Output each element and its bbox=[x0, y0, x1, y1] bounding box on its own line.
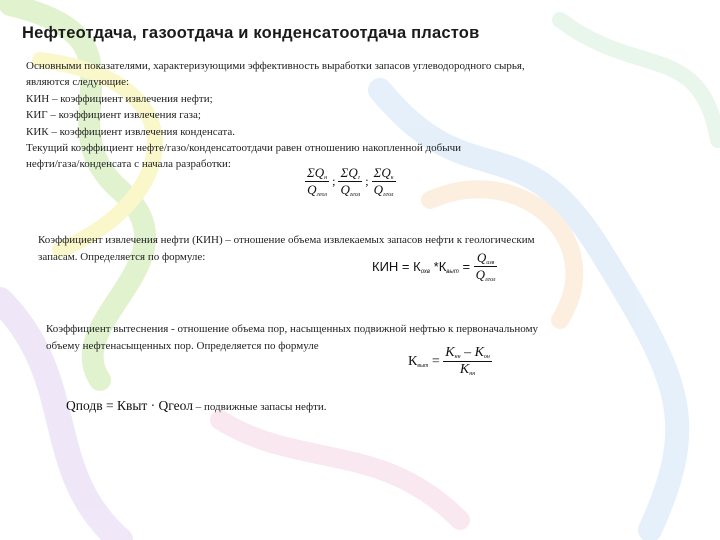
intro-line: Текущий коэффициент нефте/газо/конденсатоотдачи равен отношению накопленной добычи bbox=[26, 142, 462, 155]
intro-line: Основными показателями, характеризующими эффективность выработки запасов углеводородного сырья, bbox=[26, 60, 525, 72]
oil-ratio-fraction: $\frac{\Sigma Q_н}{Q_{геол}}$ bbox=[307, 165, 328, 198]
intro-line: являются следующие: bbox=[26, 76, 130, 89]
intro-line: нефти/газа/конденсата с начала разработки: bbox=[26, 158, 231, 171]
displacement-formula: $К_{выт}$ = $\frac{K_{нн} - K_{он}}{K_{нн}}$ bbox=[408, 345, 490, 377]
paragraph-line: объему нефтенасыщенных пор. Определяется по формуле bbox=[46, 339, 319, 352]
mobile-reserves-expression: Qподв = Квыт · Qгеол bbox=[66, 398, 193, 413]
recovery-ratio-formula bbox=[305, 165, 396, 198]
condensate-ratio-fraction: $\frac{\Sigma Q_к}{Q_{геол}}$ bbox=[373, 165, 394, 198]
kin-definition-paragraph bbox=[38, 232, 688, 265]
mobile-reserves-note: – подвижные запасы нефти. bbox=[192, 401, 327, 413]
mobile-reserves-formula bbox=[66, 398, 327, 414]
formula-separator: ; bbox=[365, 174, 369, 188]
paragraph-line: запасам. Определяется по формуле: bbox=[38, 250, 206, 263]
displacement-definition-paragraph bbox=[46, 321, 696, 354]
paragraph-line: Коэффициент извлечения нефти (КИН) – отношение объема извлекаемых запасов нефти к геологическим bbox=[38, 234, 535, 246]
intro-line: КИК – коэффициент извлечения конденсата. bbox=[26, 125, 235, 138]
intro-line: КИН – коэффициент извлечения нефти; bbox=[26, 92, 213, 105]
gas-ratio-fraction: $\frac{\Sigma Q_г}{Q_{геол}}$ bbox=[340, 165, 361, 198]
slide-title: Нефтеотдача, газоотдача и конденсатоотдача пластов bbox=[22, 24, 480, 42]
kin-fraction: $\frac{Q_{изв}}{Q_{геол}}$ bbox=[475, 250, 496, 283]
intro-paragraph bbox=[26, 58, 686, 173]
paragraph-line: Коэффициент вытеснения - отношение объема пор, насыщенных подвижной нефтью к первоначальному bbox=[46, 323, 539, 335]
formula-separator: ; bbox=[332, 174, 336, 188]
displacement-fraction: $\frac{K_{нн} - K_{он}}{K_{нн}}$ bbox=[445, 345, 490, 377]
decor-swirl-pink bbox=[220, 420, 460, 520]
intro-line: КИГ – коэффициент извлечения газа; bbox=[26, 109, 201, 122]
kin-formula: КИН = $К_{охв}$ $*К_{выт}$ = $\frac{Q_{изв}}{Q_{геол}}$ bbox=[372, 250, 496, 283]
